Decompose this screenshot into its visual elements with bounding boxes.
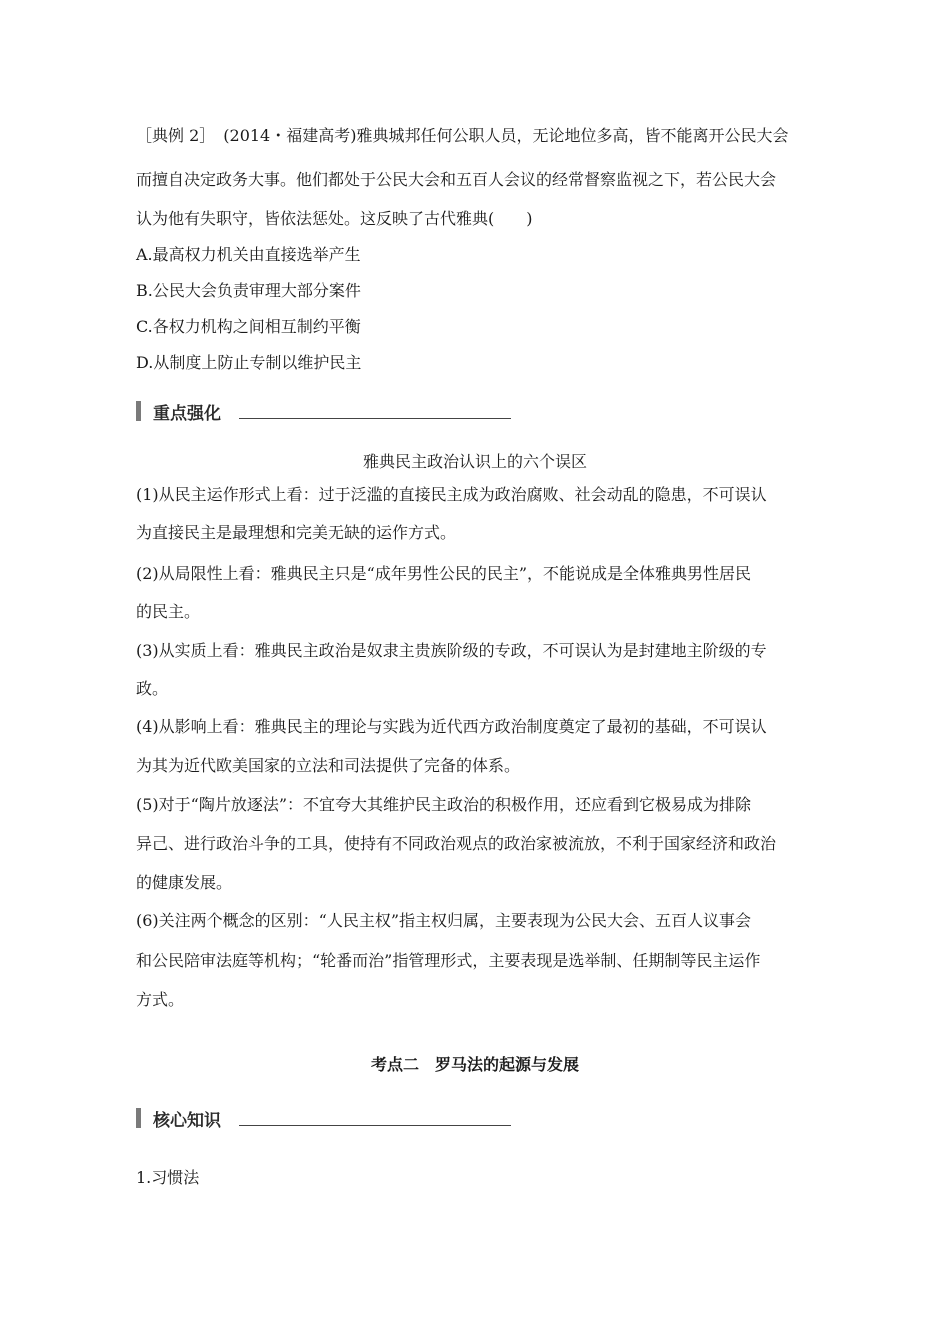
section-heading-core-knowledge: [136, 1105, 511, 1131]
text-line: (4)从影响上看：雅典民主的理论与实践为近代西方政治制度奠定了最初的基础，不可误认: [136, 717, 767, 736]
text-line: 的民主。: [136, 602, 201, 621]
text-line: 和公民陪审法庭等机构；“轮番而治”指管理形式，主要表现是选举制、任期制等民主运作: [136, 951, 761, 970]
example-line-1: ［典例 2］ (2014・福建高考)雅典城邦任何公职人员，无论地位多高，皆不能离开公民大会: [136, 126, 789, 145]
heading-rule: [239, 418, 511, 419]
option-d: D.从制度上防止专制以维护民主: [136, 353, 362, 372]
heading-rule: [239, 1125, 511, 1126]
text-line: (6)关注两个概念的区别：“人民主权”指主权归属，主要表现为公民大会、五百人议事会: [136, 911, 752, 930]
section-heading-key-points: [136, 398, 511, 424]
text-line: 为直接民主是最理想和完美无缺的运作方式。: [136, 523, 457, 542]
text-line: 的健康发展。: [136, 873, 233, 892]
example-line-3: 认为他有失职守，皆依法惩处。这反映了古代雅典( ): [136, 209, 533, 228]
section-subtitle: 雅典民主政治认识上的六个误区: [362, 452, 587, 471]
item-heading: 1.习惯法: [136, 1168, 200, 1187]
text-line: (1)从民主运作形式上看：过于泛滥的直接民主成为政治腐败、社会动乱的隐患，不可误认: [136, 485, 767, 504]
option-c: C.各权力机构之间相互制约平衡: [136, 317, 361, 336]
text-line: 政。: [136, 679, 169, 698]
text-line: 方式。: [136, 990, 185, 1009]
text-line: (3)从实质上看：雅典民主政治是奴隶主贵族阶级的专政，不可误认为是封建地主阶级的专: [136, 641, 767, 660]
text-line: 异己、进行政治斗争的工具，使持有不同政治观点的政治家被流放，不利于国家经济和政治: [136, 834, 777, 853]
option-b: B.公民大会负责审理大部分案件: [136, 281, 361, 300]
option-a: A.最高权力机关由直接选举产生: [136, 245, 361, 264]
heading-label: 重点强化: [153, 403, 221, 424]
heading-marker: [136, 1108, 141, 1128]
section-title: 考点二 罗马法的起源与发展: [370, 1055, 579, 1074]
heading-label: 核心知识: [153, 1110, 221, 1131]
text-line: (5)对于“陶片放逐法”：不宜夸大其维护民主政治的积极作用，还应看到它极易成为排除: [136, 795, 752, 814]
heading-marker: [136, 401, 141, 421]
example-line-2: 而擅自决定政务大事。他们都处于公民大会和五百人会议的经常督察监视之下，若公民大会: [136, 170, 777, 189]
text-line: (2)从局限性上看：雅典民主只是“成年男性公民的民主”，不能说成是全体雅典男性居民: [136, 564, 752, 583]
text-line: 为其为近代欧美国家的立法和司法提供了完备的体系。: [136, 756, 521, 775]
